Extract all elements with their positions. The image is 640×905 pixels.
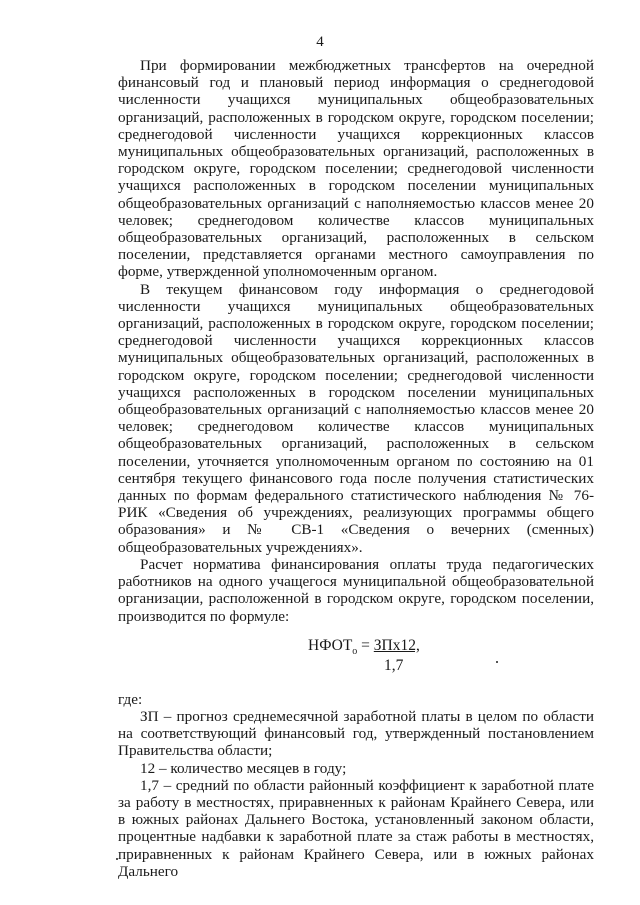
page-number: 4 — [316, 34, 324, 50]
paragraph-calculation: Расчет норматива финансирования оплаты труда педагогических работников на одного учащегося муниципальной общеобразовательной организации, расположенной в городском округе, городском поселении, производится по формуле: — [118, 555, 594, 625]
scan-speck — [116, 858, 118, 860]
formula-lhs: НФОТ — [308, 636, 353, 654]
formula-denominator: 1,7 — [384, 656, 404, 674]
scan-speck — [496, 661, 498, 663]
where-label: где: — [118, 690, 143, 708]
paragraph-interbudget-transfers: При формировании межбюджетных трансфертов на очередной финансовый год и плановый период информация о среднегодовой численности учащихся муниципальных общеобразовательных организаций, расположенных в городском округе, городском поселении; среднегодовой численности учащихся коррекционных классов муниципальных общеобразовательных организаций, расположенных в городском округе, городском поселении; среднегодовой численности учащихся расположенных в городском поселении муниципальных общеобразовательных организаций с наполняемостью классов менее 20 человек; среднегодовом количестве классов муниципальных общеобразовательных организаций, расположенных в сельском поселении, представляется органами местного самоуправления по форме, утвержденной уполномоченным органом. — [118, 57, 594, 281]
definition-coefficient: 1,7 – средний по области районный коэффициент к заработной плате за работу в местностях, приравненных к районам Крайнего Севера, или в южных районах Дальнего Востока, установленный законом области, процентные надбавки к заработной плате за стаж работы в местностях, приравненных к районам Крайнего Севера, или в южных районах Дальнего — [118, 776, 594, 880]
formula — [118, 625, 594, 687]
definition-months: 12 – количество месяцев в году; — [140, 759, 347, 777]
formula-equals: = — [357, 636, 374, 654]
document-body — [118, 57, 594, 880]
paragraph-current-year: В текущем финансовом году информация о среднегодовой численности учащихся муниципальных общеобразовательных организаций, расположенных в городском округе, городском поселении; среднегодовой численности учащихся коррекционных классов муниципальных общеобразовательных организаций, расположенных в городском округе, городском поселении; среднегодовой численности учащихся расположенных в городском поселении муниципальных общеобразовательных организаций с наполняемостью классов менее 20 человек; среднегодовом количестве классов муниципальных общеобразовательных организаций, расположенных в сельском поселении, уточняется уполномоченным органом по состоянию на 01 сентября текущего финансового года после получения статистических данных по формам федерального статистического наблюдения № 76-РИК «Сведения об учреждениях, реализующих программы общего образования» и № СВ-1 «Сведения о вечерних (сменных) общеобразовательных учреждениях». — [118, 280, 594, 556]
formula-lhs-subscript: о — [352, 645, 358, 657]
definition-zp: ЗП – прогноз среднемесячной заработной платы в целом по области на соответствующий финансовый год, утвержденный постановлением Правительства области; — [118, 707, 594, 760]
formula-numerator: ЗПх12, — [373, 636, 420, 654]
